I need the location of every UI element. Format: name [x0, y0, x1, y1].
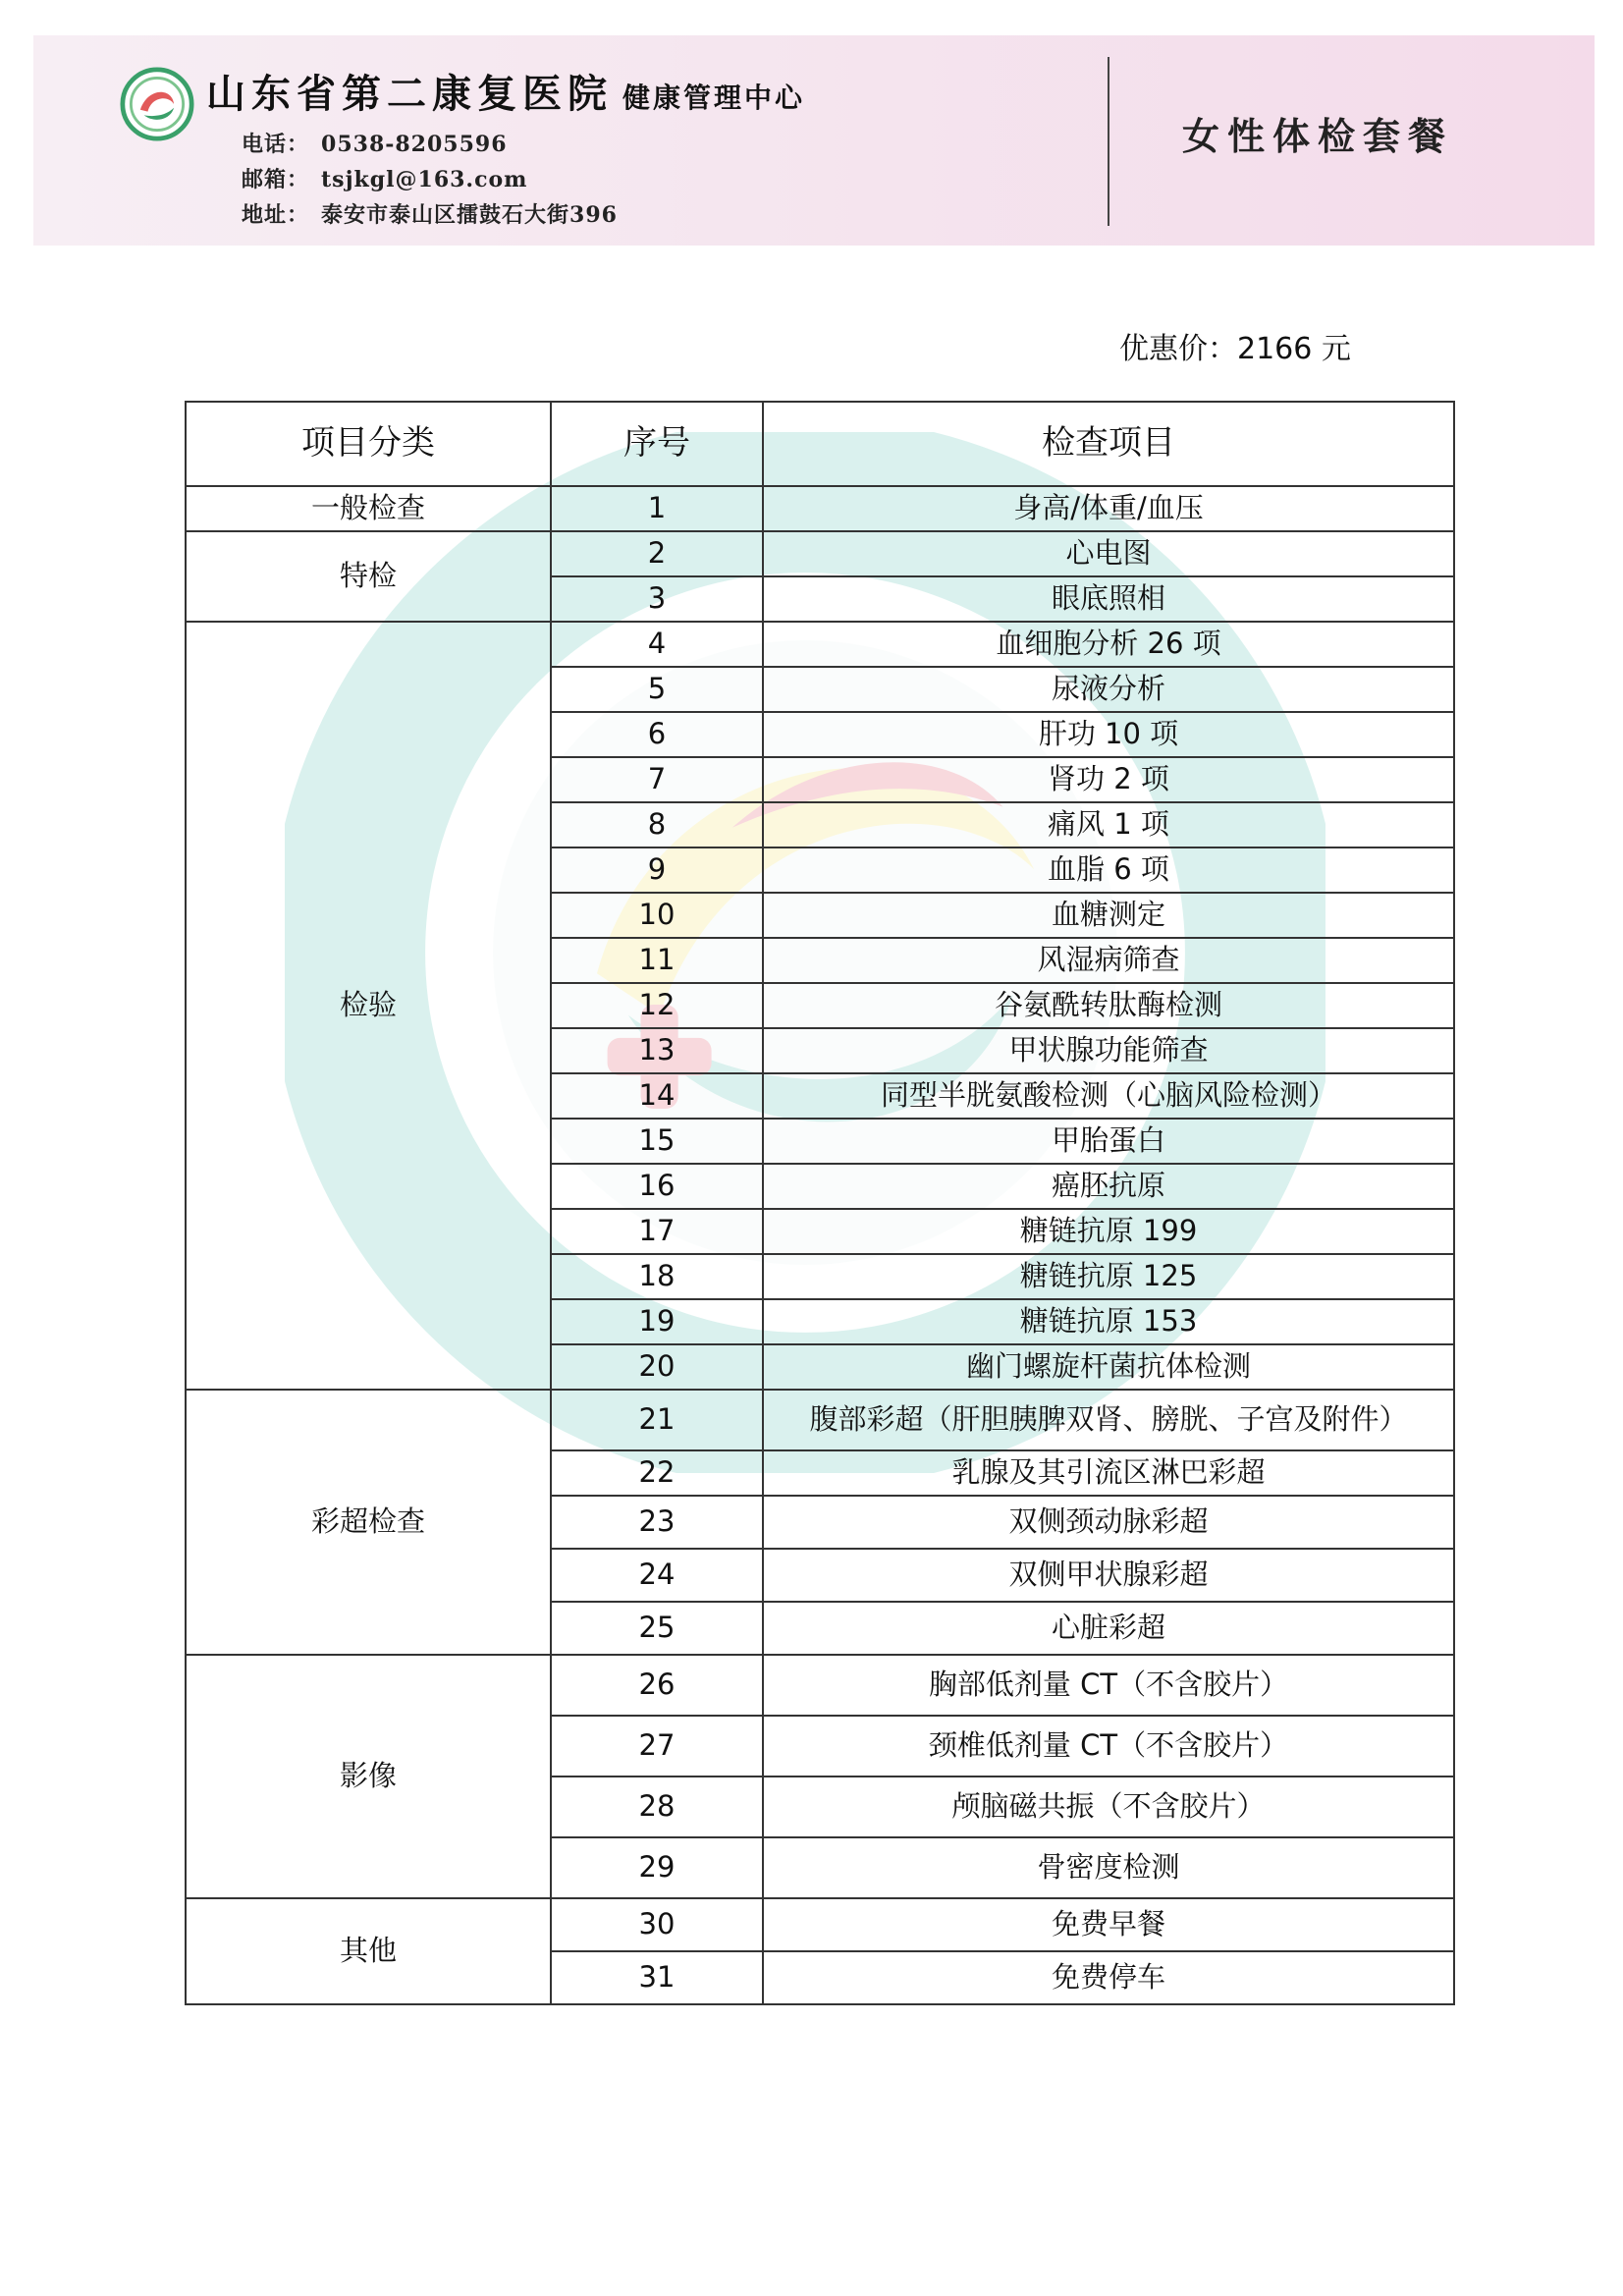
phone-value: 0538-8205596 [321, 132, 508, 157]
row-number: 5 [551, 667, 763, 712]
header-divider [1108, 57, 1109, 226]
row-item: 眼底照相 [763, 576, 1454, 622]
row-item: 双侧颈动脉彩超 [763, 1496, 1454, 1549]
category-cell: 影像 [186, 1655, 551, 1898]
row-number: 2 [551, 531, 763, 576]
row-number: 23 [551, 1496, 763, 1549]
row-number: 24 [551, 1549, 763, 1602]
row-number: 7 [551, 757, 763, 802]
row-number: 31 [551, 1951, 763, 2004]
row-item: 心电图 [763, 531, 1454, 576]
row-item: 胸部低剂量 CT（不含胶片） [763, 1655, 1454, 1716]
row-number: 11 [551, 938, 763, 983]
row-item: 颈椎低剂量 CT（不含胶片） [763, 1716, 1454, 1777]
header-item: 检查项目 [763, 402, 1454, 486]
checkup-items-table [185, 401, 1455, 2005]
row-item: 肾功 2 项 [763, 757, 1454, 802]
package-title: 女性体检套餐 [1182, 114, 1454, 158]
row-item: 尿液分析 [763, 667, 1454, 712]
hospital-name [206, 63, 805, 119]
row-number: 16 [551, 1164, 763, 1209]
row-number: 15 [551, 1119, 763, 1164]
row-item: 免费停车 [763, 1951, 1454, 2004]
phone-line [242, 128, 508, 158]
row-item: 风湿病筛查 [763, 938, 1454, 983]
row-item: 血糖测定 [763, 893, 1454, 938]
row-item: 骨密度检测 [763, 1837, 1454, 1898]
letterhead [33, 35, 1595, 246]
row-item: 乳腺及其引流区淋巴彩超 [763, 1450, 1454, 1496]
row-number: 4 [551, 622, 763, 667]
row-item: 身高/体重/血压 [763, 486, 1454, 531]
row-item: 糖链抗原 199 [763, 1209, 1454, 1254]
row-number: 3 [551, 576, 763, 622]
row-number: 14 [551, 1073, 763, 1119]
email-line [242, 163, 527, 193]
row-item: 双侧甲状腺彩超 [763, 1549, 1454, 1602]
row-item: 血细胞分析 26 项 [763, 622, 1454, 667]
table-header-row [186, 402, 1454, 486]
address-label: 地址： [242, 202, 310, 228]
row-number: 12 [551, 983, 763, 1028]
row-item: 甲状腺功能筛查 [763, 1028, 1454, 1073]
price-line [1119, 324, 1351, 367]
table-row [186, 531, 1454, 576]
address-value: 泰安市泰山区擂鼓石大街396 [321, 202, 618, 228]
row-number: 8 [551, 802, 763, 847]
price-label: 优惠价： [1119, 332, 1237, 366]
category-cell: 彩超检查 [186, 1390, 551, 1655]
row-item: 免费早餐 [763, 1898, 1454, 1951]
email-value: tsjkgl@163.com [321, 167, 528, 192]
row-number: 10 [551, 893, 763, 938]
table-row [186, 486, 1454, 531]
row-item: 谷氨酰转肽酶检测 [763, 983, 1454, 1028]
table-row [186, 1655, 1454, 1716]
center-name: 健康管理中心 [622, 82, 806, 114]
header-number: 序号 [551, 402, 763, 486]
row-item: 同型半胱氨酸检测（心脑风险检测） [763, 1073, 1454, 1119]
row-item: 癌胚抗原 [763, 1164, 1454, 1209]
phone-label: 电话： [242, 132, 310, 157]
row-number: 27 [551, 1716, 763, 1777]
row-item: 肝功 10 项 [763, 712, 1454, 757]
row-item: 心脏彩超 [763, 1602, 1454, 1655]
row-number: 6 [551, 712, 763, 757]
category-cell: 一般检查 [186, 486, 551, 531]
row-number: 30 [551, 1898, 763, 1951]
table-row [186, 1898, 1454, 1951]
row-number: 22 [551, 1450, 763, 1496]
row-number: 18 [551, 1254, 763, 1299]
row-number: 20 [551, 1344, 763, 1390]
row-number: 28 [551, 1777, 763, 1837]
table-row [186, 622, 1454, 667]
row-item: 腹部彩超（肝胆胰脾双肾、膀胱、子宫及附件） [763, 1390, 1454, 1450]
row-number: 21 [551, 1390, 763, 1450]
row-number: 19 [551, 1299, 763, 1344]
category-cell: 检验 [186, 622, 551, 1390]
header-category: 项目分类 [186, 402, 551, 486]
row-number: 26 [551, 1655, 763, 1716]
price-value: 2166 元 [1237, 332, 1351, 366]
row-item: 糖链抗原 125 [763, 1254, 1454, 1299]
table-row [186, 1390, 1454, 1450]
row-number: 13 [551, 1028, 763, 1073]
row-number: 17 [551, 1209, 763, 1254]
row-item: 血脂 6 项 [763, 847, 1454, 893]
row-item: 幽门螺旋杆菌抗体检测 [763, 1344, 1454, 1390]
row-item: 甲胎蛋白 [763, 1119, 1454, 1164]
email-label: 邮箱： [242, 167, 310, 192]
row-item: 痛风 1 项 [763, 802, 1454, 847]
category-cell: 特检 [186, 531, 551, 622]
row-item: 颅脑磁共振（不含胶片） [763, 1777, 1454, 1837]
row-number: 25 [551, 1602, 763, 1655]
row-number: 9 [551, 847, 763, 893]
category-cell: 其他 [186, 1898, 551, 2004]
row-number: 1 [551, 486, 763, 531]
address-line [242, 198, 618, 229]
row-number: 29 [551, 1837, 763, 1898]
hospital-name-text: 山东省第二康复医院 [206, 71, 613, 117]
row-item: 糖链抗原 153 [763, 1299, 1454, 1344]
hospital-logo-icon [120, 67, 194, 141]
